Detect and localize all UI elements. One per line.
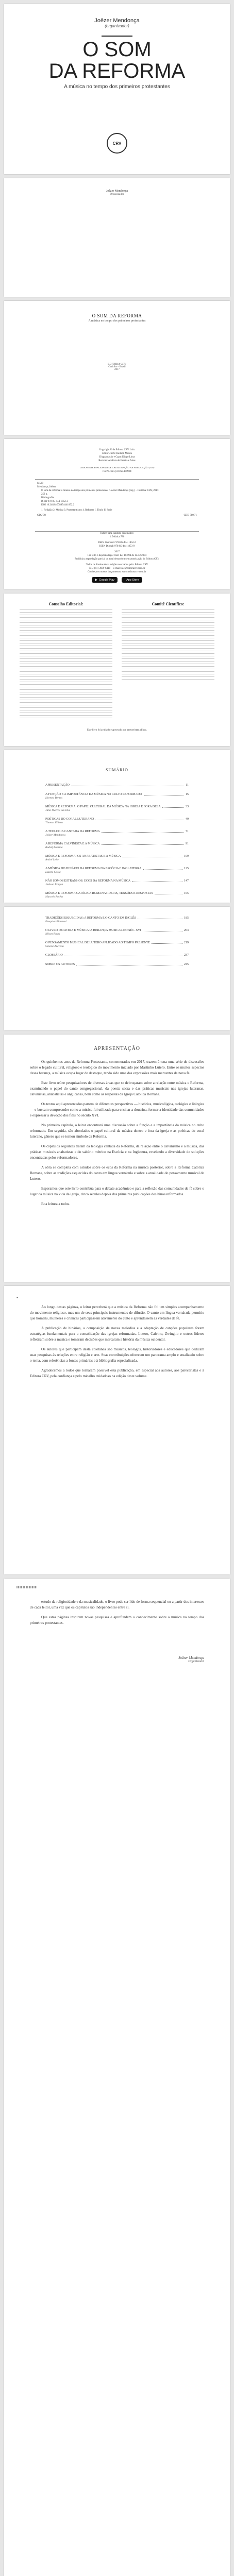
isbn-print: ISBN Impresso: 978-85-444-1852-2	[98, 541, 136, 544]
toc-entry-page: 203	[184, 929, 189, 932]
signature-role: Organizador	[188, 1660, 204, 1663]
toc-entry[interactable]	[45, 817, 189, 824]
toc-entry[interactable]	[45, 792, 189, 800]
cip-pages: 252 p.	[41, 493, 48, 496]
body-paragraph: Que estas páginas inspirem novas pesquisas e aprofundem o conhecimento sobre a música no tempo dos primeiros protestantes.	[30, 1615, 204, 1625]
catalog-heading-2: CATALOGAÇÃO NA FONTE	[102, 470, 132, 472]
toc-leader-dots	[102, 832, 184, 833]
toc-entry[interactable]	[45, 829, 189, 837]
council-heading-right: Comitê Científico:	[152, 602, 185, 606]
title-page	[4, 301, 230, 435]
cip-doi: DOI 10.24824/978854441852.2	[41, 504, 75, 506]
toc-entry-author: Lázaro Costa	[45, 871, 61, 874]
toc-entry-author: Thomas Ehlertt	[45, 821, 63, 824]
continuation-body	[30, 1304, 204, 1383]
toc-entry-page: 165	[184, 892, 189, 895]
toc-entry-author: Nilson Rivas	[45, 933, 60, 936]
toc-entry-page: 147	[184, 879, 189, 883]
toc-entry-title: SOBRE OS AUTORES	[45, 963, 75, 966]
cip-block	[35, 479, 199, 532]
cover-top-rule	[102, 36, 132, 37]
toc-entry-page: 219	[184, 941, 189, 944]
cover-page	[4, 4, 230, 174]
toc-entry[interactable]	[45, 928, 189, 936]
toc-entry-page: 71	[186, 830, 189, 833]
toc-list-2	[45, 911, 189, 967]
toc-entry-title: MÚSICA E REFORMA: OS ANABATISTAS E A MÚSICA	[45, 855, 121, 858]
toc-entry-title: A REFORMA CALVINISTA E A MÚSICA	[45, 842, 100, 845]
presentation-page	[4, 1035, 230, 1282]
cip-cdd: CDD 780.71	[183, 514, 197, 517]
toc-entry-page: 125	[184, 867, 189, 870]
title-page-year: 2017	[114, 368, 120, 371]
toc-entry[interactable]	[45, 805, 189, 812]
title-page-title: O SOM DA REFORMA	[92, 313, 142, 318]
title-page-city: Curitiba – Brasil	[108, 366, 126, 368]
index-heading: Índice para catálogo sistemático	[100, 532, 134, 535]
toc-entry-title: O LIVRO DE LETRA E MÚSICA: A HERANÇA MUSICAL NO SÉC. XVI	[45, 929, 141, 932]
toc-entry-author: Hermes Bentes	[45, 796, 63, 800]
council-page	[4, 594, 230, 746]
body-paragraph: A obra se completa com estudos sobre os ecos da Reforma na música posterior, sobre a Reforma Católica Romana, sobre as tradições esquecidas do canto em língua vernácula e sobre a atualidade do pensamento musical de Lutero.	[30, 1165, 204, 1181]
final-page	[4, 1579, 230, 2576]
body-paragraph: No primeiro capítulo, o leitor encontrará uma discussão sobre a função e a importância da música no culto reformado. Em seguida, são abordados o papel cultural da música dentro e fora da igreja e as poéticas do coral luterano, gênero que se tornou símbolo da Reforma.	[30, 1123, 204, 1139]
publisher-address: Todos os direitos desta edição reservados pela: Editora CRV	[86, 564, 148, 566]
revision-line: Revisão: Analista de Escrita e Artes	[98, 460, 136, 462]
toc-entry-author: Marcelo Rocha	[45, 895, 63, 899]
toc-leader-dots	[162, 807, 184, 808]
body-paragraph: Os autores que participam desta coletânea são músicos, teólogos, historiadores e educadores que dedicam suas pesquisas às relações entre religião e arte. Suas contribuições oferecem um panorama amplo e atualizado sobre o tema, com referências a fontes primárias e à bibliografia especializada.	[30, 1347, 204, 1363]
toc-entry-page: 49	[186, 818, 189, 821]
toc-entry[interactable]	[45, 916, 189, 923]
body-paragraph: Os capítulos seguintes tratam da teologia cantada da Reforma, da relação entre o calvinismo e a música, das práticas musicais anabatistas e do saltério métrico na Escócia e na Inglaterra, revelando a diversidade de soluções encontradas pelos reformadores.	[30, 1144, 204, 1160]
toc-entry-author: Simone Azevedo	[45, 945, 64, 948]
toc-entry-author: Joêzer Mendonça	[45, 834, 65, 837]
toc-leader-dots	[143, 869, 182, 870]
body-paragraph: Os textos aqui apresentados partem de diferentes perspectivas — histórica, musicológica, teológica e litúrgica — e buscam compreender como a música foi utilizada para ensinar a doutrina, formar a identidade das comunidades e expressar a devoção dos fiéis no século XVI.	[30, 1102, 204, 1117]
body-paragraph: Boa leitura a todos.	[41, 1202, 70, 1206]
cip-record: O som da reforma: a música no tempo dos primeiros protestantes / Joêzer Mendonça (org.) – Curitiba: CRV, 2017.	[41, 489, 159, 492]
toc-entry-title: MÚSICA E REFORMA CATÓLICA ROMANA: IDEIAS, TENSÕES E RESPOSTAS	[45, 892, 153, 895]
body-paragraph: Os quinhentos anos da Reforma Protestante, comemorados em 2017, trazem à tona uma série de discussões sobre o legado cultural, religioso e teológico do movimento iniciado por Martinho Lutero. Entre os muitos aspectos dessa herança, a música ocupa lugar de destaque, tendo sido uma das expressões mais marcantes da nova fé.	[30, 1060, 204, 1075]
toc-entry-author: Jaelson Bragra	[45, 883, 63, 886]
cover-title-line2: DA REFORMA	[48, 60, 186, 82]
toc-entry[interactable]	[45, 962, 189, 967]
cip-bibliography: Bibliografia	[41, 497, 54, 499]
toc-page-2	[4, 907, 230, 1030]
page-header-tiny	[16, 1586, 37, 1588]
app-store-label: App Store	[126, 578, 139, 582]
google-play-label: Google Play	[99, 578, 115, 582]
page-marker-icon: ▪	[16, 1295, 18, 1300]
body-paragraph: Ao longo destas páginas, o leitor perceberá que a música da Reforma não foi um simples acompanhamento do movimento religioso, mas um de seus principais instrumentos de difusão. O canto em língua vernácula permitiu que homens, mulheres e crianças participassem ativamente do culto e aprendessem as verdades da fé.	[30, 1305, 204, 1320]
toc-entry-title: A TEOLOGIA CANTADA DA REFORMA	[45, 830, 100, 833]
half-title-page	[4, 178, 230, 297]
cover-title-line1: O SOM	[82, 38, 152, 61]
title-page-publisher: EDITORA CRV	[108, 363, 126, 366]
body-paragraph: Agradecemos a todos que tornaram possível esta publicação, em especial aos autores, aos pareceristas e à Editora CRV, pela confiança e pelo trabalho cuidadoso na edição deste volume.	[30, 1368, 204, 1378]
title-page-subtitle: A música no tempo dos primeiros protestantes	[88, 319, 146, 323]
cover-subtitle: A música no tempo dos primeiros protestantes	[64, 84, 170, 90]
toc-entry-title: GLOSSÁRIO	[45, 954, 63, 957]
toc-entry-page: 11	[186, 784, 189, 787]
play-store-icon: ▶	[95, 579, 98, 582]
toc-entry-title: APRESENTAÇÃO	[45, 784, 70, 787]
cover-editor-role: (organizador)	[105, 24, 129, 28]
app-store-badge[interactable]	[122, 577, 142, 583]
toc-entry-page: 33	[186, 805, 189, 808]
cip-isbn: ISBN 978-85-444-1852-2	[41, 500, 68, 503]
isbn-digital: ISBN Digital: 978-85-444-1853-9	[99, 545, 135, 548]
cover-logo-text: CRV	[112, 141, 122, 146]
toc-heading: SUMÁRIO	[106, 768, 128, 772]
signature-name: Joêzer Mendonça	[178, 1656, 204, 1660]
cip-main: M539	[37, 482, 43, 485]
toc-entry-page: 237	[184, 954, 189, 957]
toc-entry-author: Júlio Marcos da Silva	[45, 809, 71, 812]
layout-line: Diagramação e Capa: Diogo Lima	[99, 456, 135, 459]
toc-entry-page: 91	[186, 842, 189, 845]
toc-entry-author: Rudolf Boerma	[45, 846, 63, 849]
continuation-page	[4, 1286, 230, 1574]
council-footnote: Este livro foi avaliado e aprovado por pareceristas ad hoc.	[87, 729, 147, 732]
cip-author: Mendonça, Joêzer	[37, 486, 56, 488]
toc-entry-title: TRADIÇÕES ESQUECIDAS: A REFORMA E O CANTO EM INGLÊS	[45, 917, 136, 920]
cover-logo	[107, 133, 127, 154]
toc-entry[interactable]	[45, 953, 189, 957]
toc-entry[interactable]	[45, 842, 189, 849]
index-item: 1. Música 780	[109, 536, 125, 538]
council-list-left	[20, 608, 112, 719]
half-title-editor-name: Joêzer Mendonça	[106, 190, 128, 193]
law-notice: 2017	[114, 551, 120, 553]
toc-entry-title: NÃO SOMOS ESTRANHOS: ECOS DA REFORMA NA MÚSICA	[45, 879, 131, 883]
presentation-heading: APRESENTAÇÃO	[93, 1046, 141, 1052]
google-play-badge[interactable]	[92, 577, 118, 583]
toc-list	[45, 778, 189, 899]
toc-entry-title: POÉTICAS DO CORAL LUTERANO	[45, 818, 94, 821]
editor-chief-line: Editor-chefe: Railson Moura	[102, 452, 132, 455]
toc-entry[interactable]	[45, 879, 189, 886]
toc-entry[interactable]	[45, 891, 189, 899]
cip-subjects: 1. Religião 2. Música 3. Protestantismo 4. Reforma I. Título II. Série	[41, 509, 112, 512]
toc-entry[interactable]	[45, 867, 189, 874]
toc-entry-page: 15	[186, 793, 189, 796]
copyright-page	[4, 439, 230, 589]
cip-cdu: CDU 78	[37, 514, 46, 517]
toc-entry[interactable]	[45, 854, 189, 861]
toc-leader-dots	[102, 844, 185, 845]
body-paragraph: A publicação de hinários, a composição de novas melodias e a adaptação de canções populares foram estratégias fundamentais para a consolidação das igrejas reformadas. Lutero, Calvino, Zwinglio e outros líderes refletiram sobre a música e tomaram decisões que marcaram a história da música ocidental.	[30, 1326, 204, 1342]
cover-editor-name: Joêzer Mendonça	[94, 18, 140, 24]
body-paragraph: estudo da religiosidade e da musicalidade, o livro pode ser lido de forma sequencial ou a partir dos interesses de cada leitor, uma vez que os capítulos são independentes entre si.	[30, 1600, 204, 1609]
copyright-line: Copyright © da Editora CRV Ltda.	[99, 449, 135, 451]
catalog-heading: DADOS INTERNACIONAIS DE CATALOGAÇÃO NA PUBLICAÇÃO (CIP)	[79, 466, 155, 469]
toc-entry-author: Ezequias Pimentel	[45, 920, 66, 923]
final-body	[30, 1599, 204, 1630]
toc-leader-dots	[152, 943, 182, 944]
toc-entry-page: 109	[184, 855, 189, 858]
toc-entry-page: 185	[184, 917, 189, 920]
toc-page	[4, 750, 230, 903]
toc-entry-page: 245	[184, 963, 189, 966]
body-paragraph: Este livro reúne pesquisadores de diversas áreas que se debruçaram sobre a relação entre música e Reforma, examinando o papel do canto congregacional, da poesia sacra e das práticas musicais nas igrejas luteranas, calvinistas, anabatistas e anglicanas, bem como as respostas da Igreja Católica Romana.	[30, 1081, 204, 1096]
body-paragraph: Esperamos que este livro contribua para o debate acadêmico e para a reflexão das comunidades de fé sobre o lugar da música na vida da igreja, cinco séculos depois das primeiras publicações dos hinos reformados.	[30, 1187, 204, 1196]
council-list-right	[122, 608, 214, 681]
presentation-body	[30, 1059, 204, 1211]
toc-entry-title: O PENSAMENTO MUSICAL DE LUTERO APLICADO AO TEMPO PRESENTE	[45, 941, 151, 944]
toc-entry-title: MÚSICA E REFORMA: O PAPEL CULTURAL DA MÚSICA NA IGREJA E FORA DELA	[45, 805, 161, 808]
council-heading-left: Conselho Editorial:	[48, 602, 83, 606]
publisher-site: Conheça os nossos lançamentos: www.editoracrv.com.br	[88, 571, 146, 573]
toc-entry-title: A MÚSICA DO HINÁRIO DA REFORMA NA ESCÓCIA E INGLATERRA	[45, 867, 142, 870]
prohibition-notice: Proibida a reprodução parcial ou total desta obra sem autorização da Editora CRV	[75, 558, 159, 561]
toc-entry-title: A FUNÇÃO E A IMPORTÂNCIA DA MÚSICA NO CULTO REFORMADO	[45, 793, 142, 796]
rights-notice: Foi feito o depósito legal conf. Lei 10.994 de 14/12/2004	[87, 554, 147, 557]
toc-entry[interactable]	[45, 783, 189, 787]
half-title-editor-role: Organizador	[110, 193, 124, 196]
toc-entry[interactable]	[45, 941, 189, 948]
toc-entry-author: André Leite	[45, 858, 59, 861]
publisher-phone: Tel.: (41) 3039-6418 – E-mail: sac@editoracrv.com.br	[89, 567, 145, 570]
